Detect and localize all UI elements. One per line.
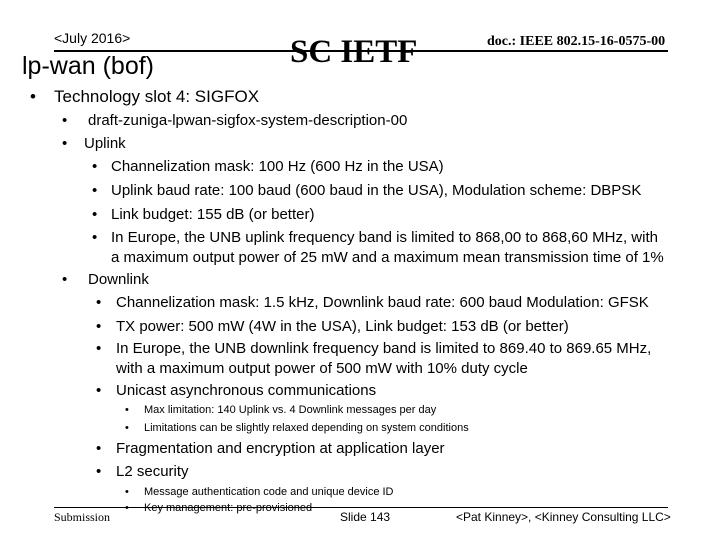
header-date: <July 2016> bbox=[54, 30, 131, 46]
bullet-dot: • bbox=[62, 112, 68, 129]
bullet-dot: • bbox=[92, 182, 98, 199]
uplink-europe-line: In Europe, the UNB uplink frequency band is limited to 868,00 to 868,60 MHz, with bbox=[111, 229, 658, 246]
downlink-europe-line: with a maximum output power of 500 mW with 10% duty cycle bbox=[116, 360, 528, 377]
downlink-unicast: Unicast asynchronous communications bbox=[116, 382, 377, 399]
downlink-europe-line: In Europe, the UNB downlink frequency band is limited to 869.40 to 869.65 MHz, bbox=[116, 340, 652, 357]
bullet-dot: • bbox=[92, 206, 98, 223]
downlink-item: TX power: 500 mW (4W in the USA), Link budget: 153 dB (or better) bbox=[116, 318, 569, 335]
bullet-dot: • bbox=[92, 158, 98, 175]
uplink-europe-line: a maximum output power of 25 mW and a maximum mean transmission time of 1% bbox=[111, 249, 664, 266]
downlink-l2-security: L2 security bbox=[116, 463, 189, 480]
uplink-label: Uplink bbox=[84, 135, 126, 152]
unicast-subitem: Limitations can be slightly relaxed depending on system conditions bbox=[144, 422, 469, 434]
footer-slide-number: Slide 143 bbox=[340, 510, 391, 524]
footer-submission: Submission bbox=[54, 510, 111, 524]
bullet-dot: • bbox=[96, 440, 102, 457]
bullet-dot: • bbox=[30, 87, 36, 106]
header-center-title: SC IETF bbox=[290, 34, 418, 70]
bullet-dot: • bbox=[96, 294, 102, 311]
bullet-dot: • bbox=[62, 271, 68, 288]
header-rule bbox=[54, 50, 668, 52]
bullet-dot: • bbox=[125, 404, 129, 416]
uplink-item: Link budget: 155 dB (or better) bbox=[111, 206, 315, 223]
bullet-dot: • bbox=[96, 340, 102, 357]
footer-author: <Pat Kinney>, <Kinney Consulting LLC> bbox=[456, 510, 671, 524]
l2-security-subitem: Key management: pre-provisioned bbox=[144, 502, 313, 514]
downlink-label: Downlink bbox=[88, 271, 149, 288]
header-title: lp-wan (bof) bbox=[22, 52, 154, 80]
bullet-dot: • bbox=[92, 229, 98, 246]
bullet-dot: • bbox=[62, 135, 68, 152]
bullet-dot: • bbox=[125, 422, 129, 434]
unicast-subitem: Max limitation: 140 Uplink vs. 4 Downlink messages per day bbox=[144, 404, 437, 416]
footer-rule bbox=[54, 507, 668, 508]
downlink-item: Channelization mask: 1.5 kHz, Downlink baud rate: 600 baud Modulation: GFSK bbox=[116, 294, 649, 311]
draft-name: draft-zuniga-lpwan-sigfox-system-description-00 bbox=[88, 112, 408, 129]
downlink-fragmentation: Fragmentation and encryption at application layer bbox=[116, 440, 445, 457]
bullet-dot: • bbox=[125, 502, 129, 514]
bullet-dot: • bbox=[96, 318, 102, 335]
bullet-dot: • bbox=[96, 382, 102, 399]
uplink-item: Channelization mask: 100 Hz (600 Hz in the USA) bbox=[111, 158, 444, 175]
l2-security-subitem: Message authentication code and unique device ID bbox=[144, 486, 394, 498]
bullet-dot: • bbox=[96, 463, 102, 480]
bullet-dot: • bbox=[125, 486, 129, 498]
header-doc-id: doc.: IEEE 802.15-16-0575-00 bbox=[487, 34, 666, 49]
uplink-item: Uplink baud rate: 100 baud (600 baud in the USA), Modulation scheme: DBPSK bbox=[111, 182, 642, 199]
slide-heading: Technology slot 4: SIGFOX bbox=[54, 87, 260, 106]
